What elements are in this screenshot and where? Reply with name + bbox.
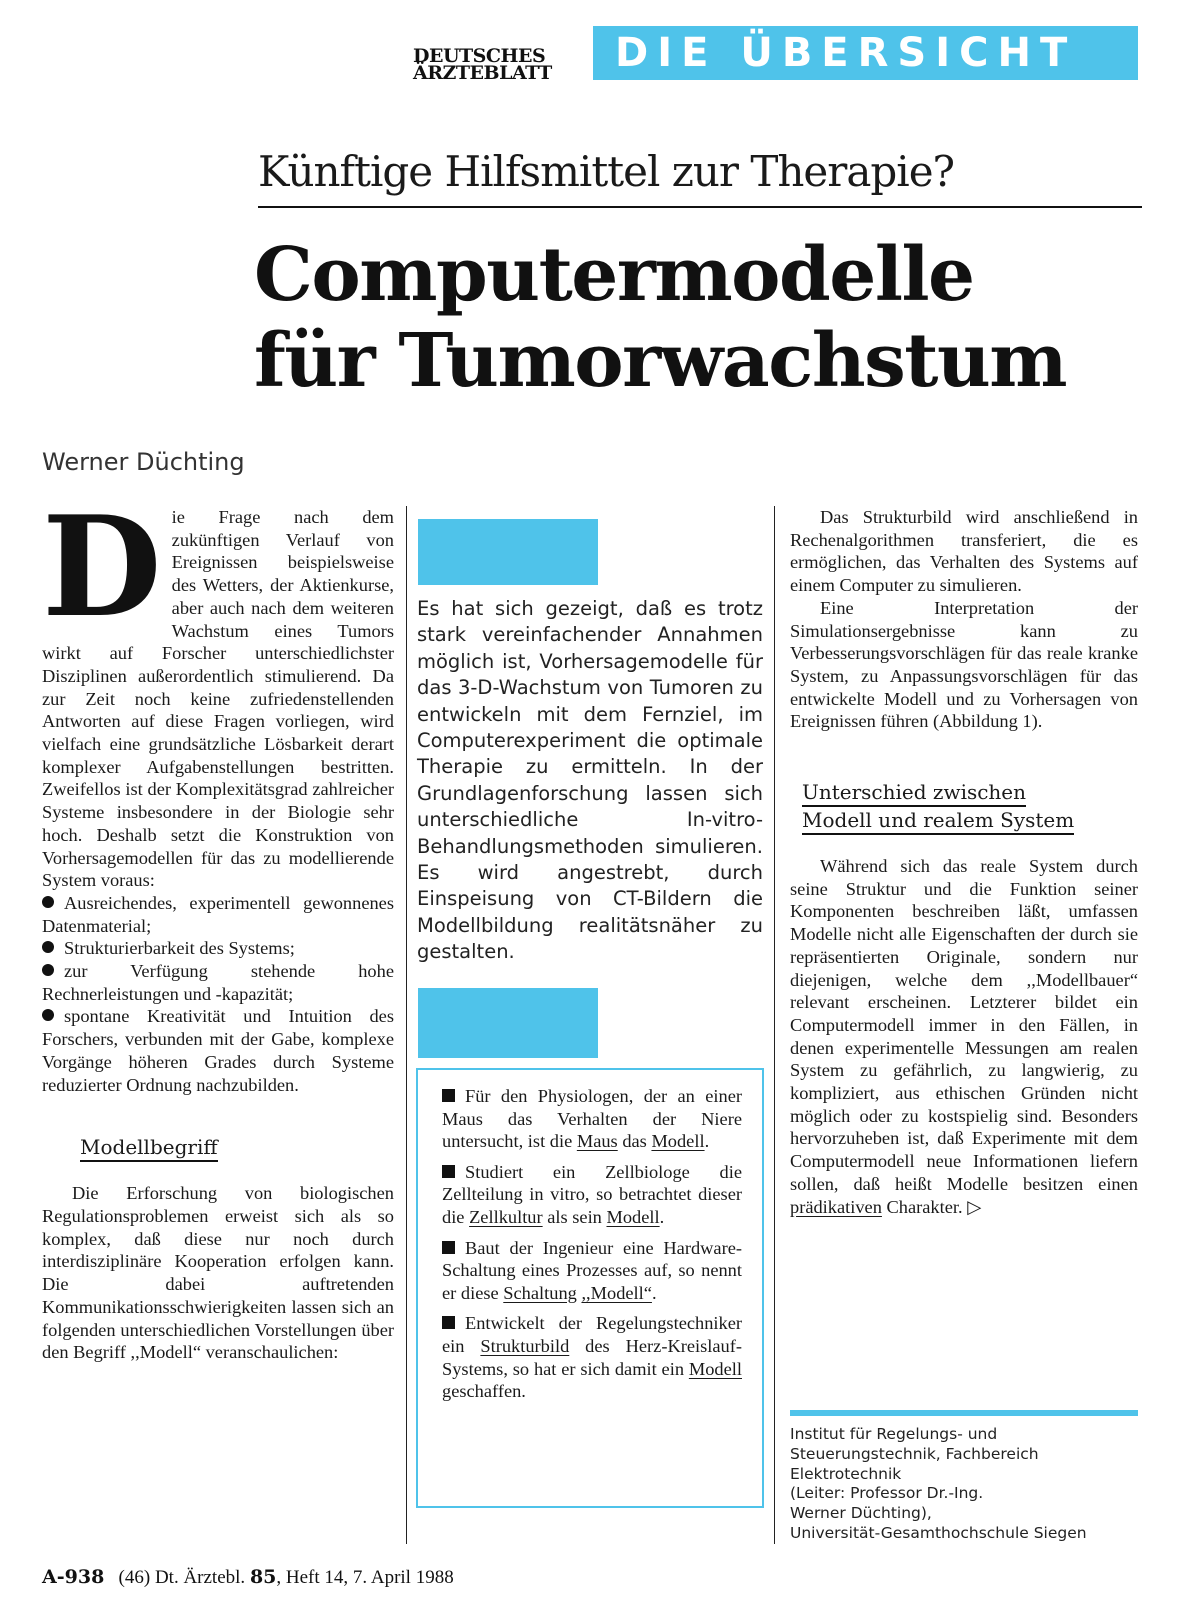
column-divider-2 <box>774 506 775 1544</box>
paragraph: Das Strukturbild wird anschließend in Rechenalgorithmen transferiert, die es ermöglichen, das Verhalten des Systems auf einem Computer zu simulieren. <box>790 507 1138 596</box>
author-name: Werner Düchting <box>42 448 245 476</box>
brand-line-2: ÄRZTEBLATT <box>413 62 552 84</box>
list-item: Ausreichendes, experimentell gewonnenes Datenmaterial; <box>42 892 394 936</box>
square-bullet-icon <box>442 1165 455 1178</box>
paragraph: Eine Interpretation der Simulationsergebnisse kann zu Verbesserungsvorschlägen für das reale kranke System, zu Anpassungsvorschlägen für das entwickelte Modell und zu Vorhersagen von Ereignissen führen (Abbildung 1). <box>790 597 1138 732</box>
accent-block-top <box>418 519 598 585</box>
page-footer <box>42 1566 454 1589</box>
section-banner-label: DIE ÜBERSICHT <box>615 30 1077 76</box>
list-item: Entwickelt der Regelungstechniker ein Strukturbild des Herz-Kreislauf-Systems, so hat er sich damit ein Modell geschaffen. <box>442 1313 742 1402</box>
intro-paragraph <box>42 485 394 892</box>
intro-text: ie Frage nach dem zukünftigen Verlauf von Ereignissen beispielsweise des Wetters, der Aktienkurse, aber auch nach dem weiteren Wachstum eines Tumors wirkt auf Forscher unterschiedlichster Disziplinen außerordentlich stimulierend. Da zur Zeit noch keine zufriedenstellenden Antworten auf diese Fragen vorliegen, wird vielfach eine grundsätzliche Lösbarkeit derart komplexer Aufgabenstellungen bestritten. Zweifellos ist der Komplexitätsgrad zahlreicher Systeme insbesondere in der Biologie sehr hoch. Deshalb setzt die Konstruktion von Vorhersagemodellen für das zu modellierende System voraus: <box>42 507 394 891</box>
paragraph-2: Die Erforschung von biologischen Regulationsproblemen erweist sich als so komplex, daß diese nur noch durch interdisziplinäre Kooperation erfolgen kann. Die dabei auftretenden Kommunikationsschwierigkeiten lassen sich an folgenden unterschiedlichen Vorstellungen über den Begriff ,,Modell“ veranschaulichen: <box>42 1183 394 1363</box>
list-item: Baut der Ingenieur eine Hardware-Schaltung eines Prozesses auf, so nennt er diese Schaltung ,,Modell“. <box>442 1237 742 1303</box>
paragraph: Während sich das reale System durch seine Struktur und die Funktion seiner Komponenten beschreiben läßt, umfassen Modelle nicht alle Eigenschaften der durch sie repräsentierten Originale, sondern nur diejenigen, welche dem ,,Modellbauer“ relevant erscheinen. Letzterer bildet ein Computermodell immer in den Fällen, in denen experimentelle Messungen am realen System zu gefährlich, zu langwierig, zu kompliziert, aus ethischen Gründen nicht möglich oder zu kostspielig sind. Besonders hervorzuheben ist, daß Experimente mit dem Computermodell neue Informationen liefern sollen, daß heißt Modelle besitzen einen prädikativen Charakter. ▷ <box>790 856 1138 1217</box>
continue-arrow-icon: ▷ <box>967 1196 982 1217</box>
bullet-icon <box>42 1009 54 1021</box>
title-line-1: Computermodelle <box>254 232 974 318</box>
issue-info: (46) Dt. Ärztebl. <box>118 1567 246 1588</box>
drop-cap: D <box>42 485 162 648</box>
summary-text: Es hat sich gezeigt, daß es trotz stark vereinfachender Annahmen möglich ist, Vorhersagemodelle für das 3-D-Wachstum von Tumoren zu entwickeln mit dem Fernziel, im Computerexperiment die optimale Therapie zu ermitteln. In der Grundlagenforschung lassen sich unterschiedliche In-vitro-Behandlungsmethoden simulieren. Es wird angestrebt, durch Einspeisung von CT-Bildern die Modellbildung realitätsnäher zu gestalten. <box>417 597 763 964</box>
kicker-headline: Künftige Hilfsmittel zur Therapie? <box>258 147 955 196</box>
volume-number: 85 <box>249 1566 277 1588</box>
author-affiliation: Institut für Regelungs- und Steuerungstechnik, Fachbereich Elektrotechnik (Leiter: Professor Dr.-Ing. Werner Düchting), Universität-Gesamthochschule Siegen <box>790 1425 1087 1542</box>
bullet-icon <box>42 896 54 908</box>
page-number: A-938 <box>42 1566 105 1588</box>
list-item: Strukturierbarkeit des Systems; <box>42 937 394 960</box>
list-item: Studiert ein Zellbiologe die Zellteilung in vitro, so betrachtet dieser die Zellkultur als sein Modell. <box>442 1161 742 1227</box>
square-bullet-icon <box>442 1089 455 1102</box>
kicker-rule <box>258 206 1142 208</box>
issue-date: , Heft 14, 7. April 1988 <box>276 1567 454 1588</box>
column-3 <box>790 506 1138 1218</box>
bullet-icon <box>42 941 54 953</box>
list-item: zur Verfügung stehende hohe Rechnerleistungen und -kapazität; <box>42 961 394 1004</box>
brand-line-1: DEUTSCHES <box>413 45 546 67</box>
square-bullet-icon <box>442 1316 455 1329</box>
column-1 <box>42 485 394 1364</box>
page-title <box>254 232 1154 404</box>
bullet-icon <box>42 964 54 976</box>
column-divider-1 <box>406 506 407 1544</box>
brand-logo <box>413 45 578 84</box>
list-item: spontane Kreativität und Intuition des Forschers, verbunden mit der Gabe, komplexe Vorgänge höheren Grades durch Systeme reduzierter Ordnung nachzubilden. <box>42 1006 394 1095</box>
definition-list <box>442 1085 742 1411</box>
title-line-2: für Tumorwachstum <box>254 318 1067 404</box>
square-bullet-icon <box>442 1241 455 1254</box>
affiliation-rule <box>790 1410 1138 1416</box>
list-item: Für den Physiologen, der an einer Maus das Verhalten der Niere untersucht, ist die Maus das Modell. <box>442 1086 742 1152</box>
subhead-modellbegriff: Modellbegriff <box>80 1134 218 1162</box>
accent-block-middle <box>418 988 598 1058</box>
subhead-unterschied: Unterschied zwischen Modell und realem System <box>790 779 1138 835</box>
section-banner <box>593 26 1138 80</box>
